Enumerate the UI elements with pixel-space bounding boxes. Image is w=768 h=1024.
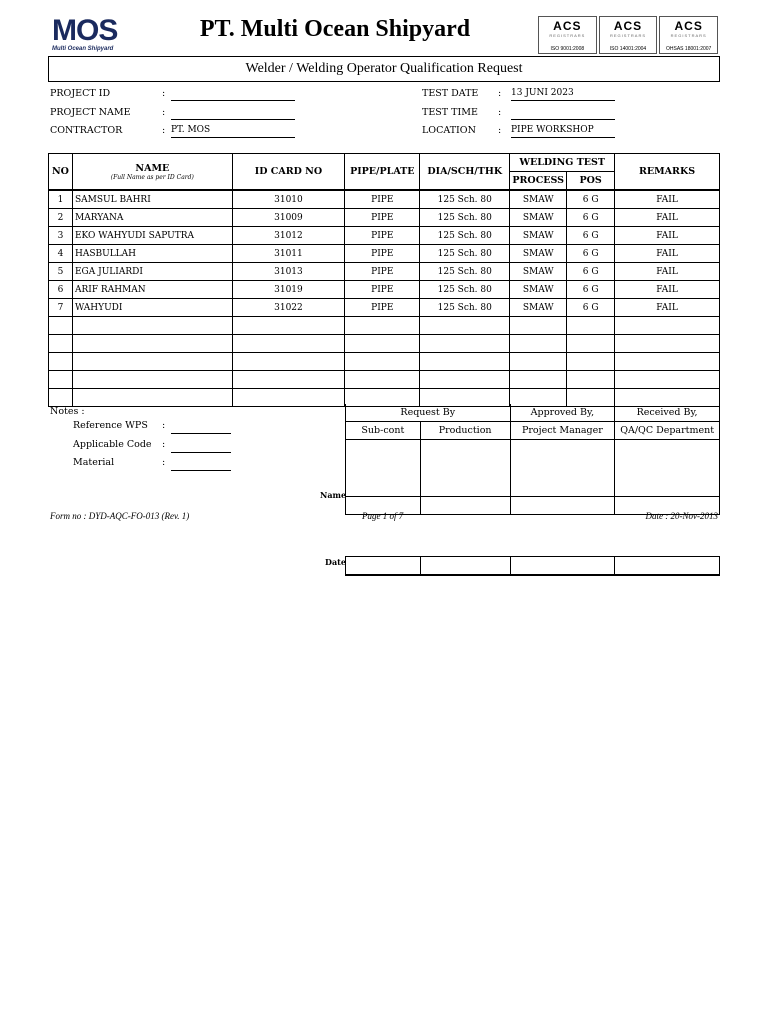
cell-remarks: FAIL — [615, 190, 720, 209]
test-date-label: TEST DATE — [422, 88, 479, 99]
cell-pipe: PIPE — [345, 190, 420, 209]
cell-name: MARYANA — [72, 209, 232, 227]
cell-dia: 125 Sch. 80 — [420, 263, 510, 281]
cell-pos: 6 G — [567, 263, 615, 281]
cell-pos: 6 G — [567, 227, 615, 245]
colon: : — [162, 107, 166, 118]
cert-badge — [659, 16, 718, 54]
cell-id: 31013 — [232, 263, 345, 281]
signature-box[interactable] — [346, 440, 421, 497]
table-row — [49, 227, 720, 245]
form-number: Form no : DYD-AQC-FO-013 (Rev. 1) — [50, 511, 190, 521]
table-row-empty — [49, 371, 720, 389]
colon: : — [498, 107, 502, 118]
cell-process: SMAW — [510, 190, 567, 209]
cell-dia: 125 Sch. 80 — [420, 209, 510, 227]
form-date: Date : 20-Nov-2013 — [645, 511, 718, 521]
material-field[interactable] — [171, 458, 231, 471]
table-row-empty — [49, 317, 720, 335]
project-name-field[interactable] — [171, 107, 295, 120]
table-row — [49, 245, 720, 263]
project-id-field[interactable] — [171, 88, 295, 101]
cell-process: SMAW — [510, 209, 567, 227]
cert-badge — [538, 16, 597, 54]
cell-dia: 125 Sch. 80 — [420, 299, 510, 317]
col-name-label: NAME — [135, 162, 170, 174]
signature-table — [345, 404, 720, 515]
cell-dia: 125 Sch. 80 — [420, 227, 510, 245]
cell-id: 31010 — [232, 190, 345, 209]
project-id-label: PROJECT ID — [50, 88, 111, 99]
cell-pipe: PIPE — [345, 263, 420, 281]
cell-pos: 6 G — [567, 245, 615, 263]
cell-remarks: FAIL — [615, 227, 720, 245]
col-name-note: (Full Name as per ID Card) — [110, 173, 194, 181]
cell-pos: 6 G — [567, 281, 615, 299]
contractor-label: CONTRACTOR — [50, 125, 123, 136]
table-row — [49, 263, 720, 281]
colon: : — [162, 420, 166, 431]
col-remarks: REMARKS — [615, 154, 720, 191]
cell-no: 2 — [49, 209, 73, 227]
request-by-header: Request By — [346, 404, 511, 422]
cell-no: 4 — [49, 245, 73, 263]
code-label: Applicable Code — [73, 439, 152, 450]
table-row — [49, 281, 720, 299]
date-box[interactable] — [346, 557, 421, 576]
production-header: Production — [420, 422, 510, 440]
cell-name: SAMSUL BAHRI — [72, 190, 232, 209]
colon: : — [498, 125, 502, 136]
location-label: LOCATION — [422, 125, 476, 136]
date-box[interactable] — [615, 557, 720, 576]
date-box[interactable] — [510, 557, 615, 576]
cell-pos: 6 G — [567, 299, 615, 317]
material-label: Material — [73, 457, 115, 468]
wps-field[interactable] — [171, 421, 231, 434]
test-time-field[interactable] — [511, 107, 615, 120]
cert-reg: REGISTRARS — [670, 33, 707, 38]
table-row — [49, 299, 720, 317]
cell-remarks: FAIL — [615, 281, 720, 299]
cell-id: 31009 — [232, 209, 345, 227]
cell-no: 1 — [49, 190, 73, 209]
cell-id: 31012 — [232, 227, 345, 245]
contractor-field[interactable]: PT. MOS — [171, 125, 295, 138]
company-logo — [52, 16, 134, 54]
test-time-label: TEST TIME — [422, 107, 478, 118]
cell-pos: 6 G — [567, 209, 615, 227]
colon: : — [162, 125, 166, 136]
cert-brand: ACS — [674, 19, 703, 33]
welder-table — [48, 153, 720, 407]
test-date-field[interactable]: 13 JUNI 2023 — [511, 88, 615, 101]
notes-title: Notes : — [50, 406, 85, 417]
colon: : — [498, 88, 502, 99]
cell-remarks: FAIL — [615, 209, 720, 227]
col-process: PROCESS — [510, 172, 567, 191]
signature-box[interactable] — [510, 440, 615, 497]
cert-badge — [599, 16, 658, 54]
cert-iso: OHSAS 18001:2007 — [666, 46, 712, 52]
subcont-header: Sub-cont — [346, 422, 421, 440]
cell-id: 31011 — [232, 245, 345, 263]
cell-dia: 125 Sch. 80 — [420, 190, 510, 209]
table-row-empty — [49, 353, 720, 371]
table-row-empty — [49, 335, 720, 353]
cell-dia: 125 Sch. 80 — [420, 245, 510, 263]
code-field[interactable] — [171, 440, 231, 453]
cell-process: SMAW — [510, 281, 567, 299]
cell-process: SMAW — [510, 299, 567, 317]
col-name — [72, 154, 232, 191]
cell-pipe: PIPE — [345, 299, 420, 317]
colon: : — [162, 439, 166, 450]
col-dia: DIA/SCH/THK — [420, 154, 510, 191]
cert-brand: ACS — [613, 19, 643, 33]
col-welding-test: WELDING TEST — [510, 154, 615, 172]
date-box[interactable] — [420, 557, 510, 576]
cell-name: ARIF RAHMAN — [72, 281, 232, 299]
cell-pipe: PIPE — [345, 245, 420, 263]
page-number: Page 1 of 7 — [362, 511, 404, 521]
cell-name: HASBULLAH — [72, 245, 232, 263]
certification-logos — [538, 16, 718, 54]
cell-no: 6 — [49, 281, 73, 299]
cell-no: 3 — [49, 227, 73, 245]
project-name-label: PROJECT NAME — [50, 107, 131, 118]
cell-dia: 125 Sch. 80 — [420, 281, 510, 299]
form-title: Welder / Welding Operator Qualification Request — [48, 56, 720, 82]
logo-subtitle: Multi Ocean Shipyard — [52, 46, 114, 52]
colon: : — [162, 457, 166, 468]
cell-no: 5 — [49, 263, 73, 281]
cell-pipe: PIPE — [345, 209, 420, 227]
cell-process: SMAW — [510, 263, 567, 281]
cell-pipe: PIPE — [345, 227, 420, 245]
col-id-card: ID CARD NO — [232, 154, 345, 191]
signature-box[interactable] — [420, 440, 510, 497]
cert-iso: ISO 14001:2004 — [609, 46, 647, 52]
cell-process: SMAW — [510, 245, 567, 263]
cell-process: SMAW — [510, 227, 567, 245]
table-row — [49, 209, 720, 227]
qa-header: QA/QC Department — [615, 422, 720, 440]
cell-remarks: FAIL — [615, 245, 720, 263]
wps-label: Reference WPS — [73, 420, 148, 431]
date-row — [345, 556, 720, 576]
cell-name: EKO WAHYUDI SAPUTRA — [72, 227, 232, 245]
cert-reg: REGISTRARS — [549, 33, 586, 38]
received-by-header: Received By, — [615, 404, 720, 422]
company-name: PT. Multi Ocean Shipyard — [199, 16, 471, 42]
cell-remarks: FAIL — [615, 299, 720, 317]
col-pos: POS — [567, 172, 615, 191]
cell-name: EGA JULIARDI — [72, 263, 232, 281]
cell-pos: 6 G — [567, 190, 615, 209]
col-no: NO — [49, 154, 73, 191]
cert-iso: ISO 9001:2008 — [550, 46, 585, 52]
pm-header: Project Manager — [510, 422, 615, 440]
cell-no: 7 — [49, 299, 73, 317]
cell-id: 31022 — [232, 299, 345, 317]
location-field[interactable]: PIPE WORKSHOP — [511, 125, 615, 138]
cert-reg: REGISTRARS — [610, 33, 647, 38]
cell-remarks: FAIL — [615, 263, 720, 281]
cell-id: 31019 — [232, 281, 345, 299]
name-box[interactable] — [420, 497, 510, 515]
signature-box[interactable] — [615, 440, 720, 497]
colon: : — [162, 88, 166, 99]
logo-text: MOS — [52, 14, 118, 47]
approved-by-header: Approved By, — [510, 404, 615, 422]
cert-brand: ACS — [553, 19, 582, 33]
cell-name: WAHYUDI — [72, 299, 232, 317]
table-row — [49, 190, 720, 209]
date-row-label: Date — [325, 557, 346, 567]
col-pipe-plate: PIPE/PLATE — [345, 154, 420, 191]
name-row-label: Name — [320, 490, 347, 500]
cell-pipe: PIPE — [345, 281, 420, 299]
